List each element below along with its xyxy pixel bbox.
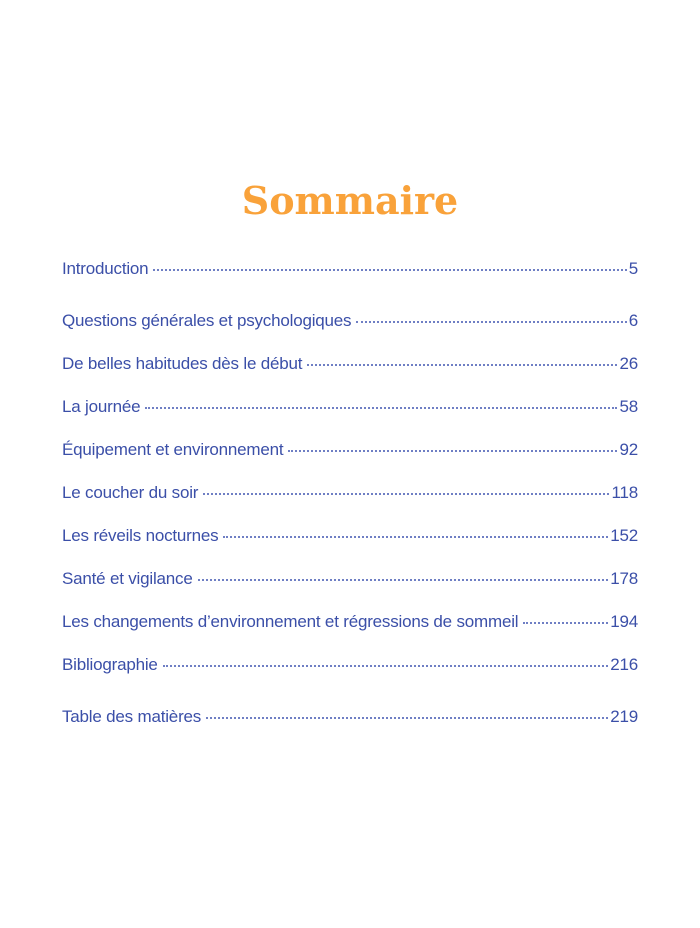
dot-leader (206, 717, 608, 719)
toc-entry-label: De belles habitudes dès le début (62, 354, 303, 373)
dot-leader (307, 364, 617, 366)
toc-entry-page: 178 (610, 569, 638, 588)
toc-entry-label: Introduction (62, 259, 149, 278)
toc-entry[interactable] (62, 397, 638, 419)
toc-entry-page: 26 (619, 354, 638, 373)
toc-entry-label: Table des matières (62, 707, 202, 726)
toc-entry-page: 194 (610, 612, 638, 631)
toc-entry-label: Équipement et environnement (62, 440, 284, 459)
toc-entry[interactable] (62, 354, 638, 376)
toc-entry-label: La journée (62, 397, 141, 416)
toc-entry-page: 216 (610, 655, 638, 674)
dot-leader (163, 665, 609, 667)
dot-leader (523, 622, 608, 624)
dot-leader (356, 321, 626, 323)
toc-entry[interactable] (62, 526, 638, 548)
toc-entry-label: Les changements d’environnement et régressions de sommeil (62, 612, 519, 631)
toc-entry-page: 5 (628, 259, 638, 278)
toc-entry[interactable] (62, 655, 638, 677)
page-title: Sommaire (241, 178, 459, 223)
toc-entry-page: 6 (628, 311, 638, 330)
toc-entry-label: Le coucher du soir (62, 483, 199, 502)
dot-leader (198, 579, 609, 581)
toc-entry-page: 118 (611, 483, 638, 502)
dot-leader (288, 450, 617, 452)
toc-entry-label: Les réveils nocturnes (62, 526, 219, 545)
dot-leader (153, 269, 626, 271)
toc-entry-label: Bibliographie (62, 655, 158, 674)
toc-entry[interactable] (62, 259, 638, 281)
dot-leader (203, 493, 609, 495)
toc-entry-label: Santé et vigilance (62, 569, 193, 588)
toc-entry-page: 58 (619, 397, 638, 416)
toc-entry[interactable] (62, 707, 638, 729)
toc-entry[interactable] (62, 440, 638, 462)
dot-leader (145, 407, 617, 409)
toc-entry[interactable] (62, 483, 638, 505)
toc-entry-page: 92 (619, 440, 638, 459)
toc-entry[interactable] (62, 311, 638, 333)
toc-entry-label: Questions générales et psychologiques (62, 311, 352, 330)
toc-entry-page: 152 (610, 526, 638, 545)
toc-entry[interactable] (62, 612, 638, 634)
dot-leader (223, 536, 608, 538)
toc-entry-page: 219 (610, 707, 638, 726)
toc-entry[interactable] (62, 569, 638, 591)
